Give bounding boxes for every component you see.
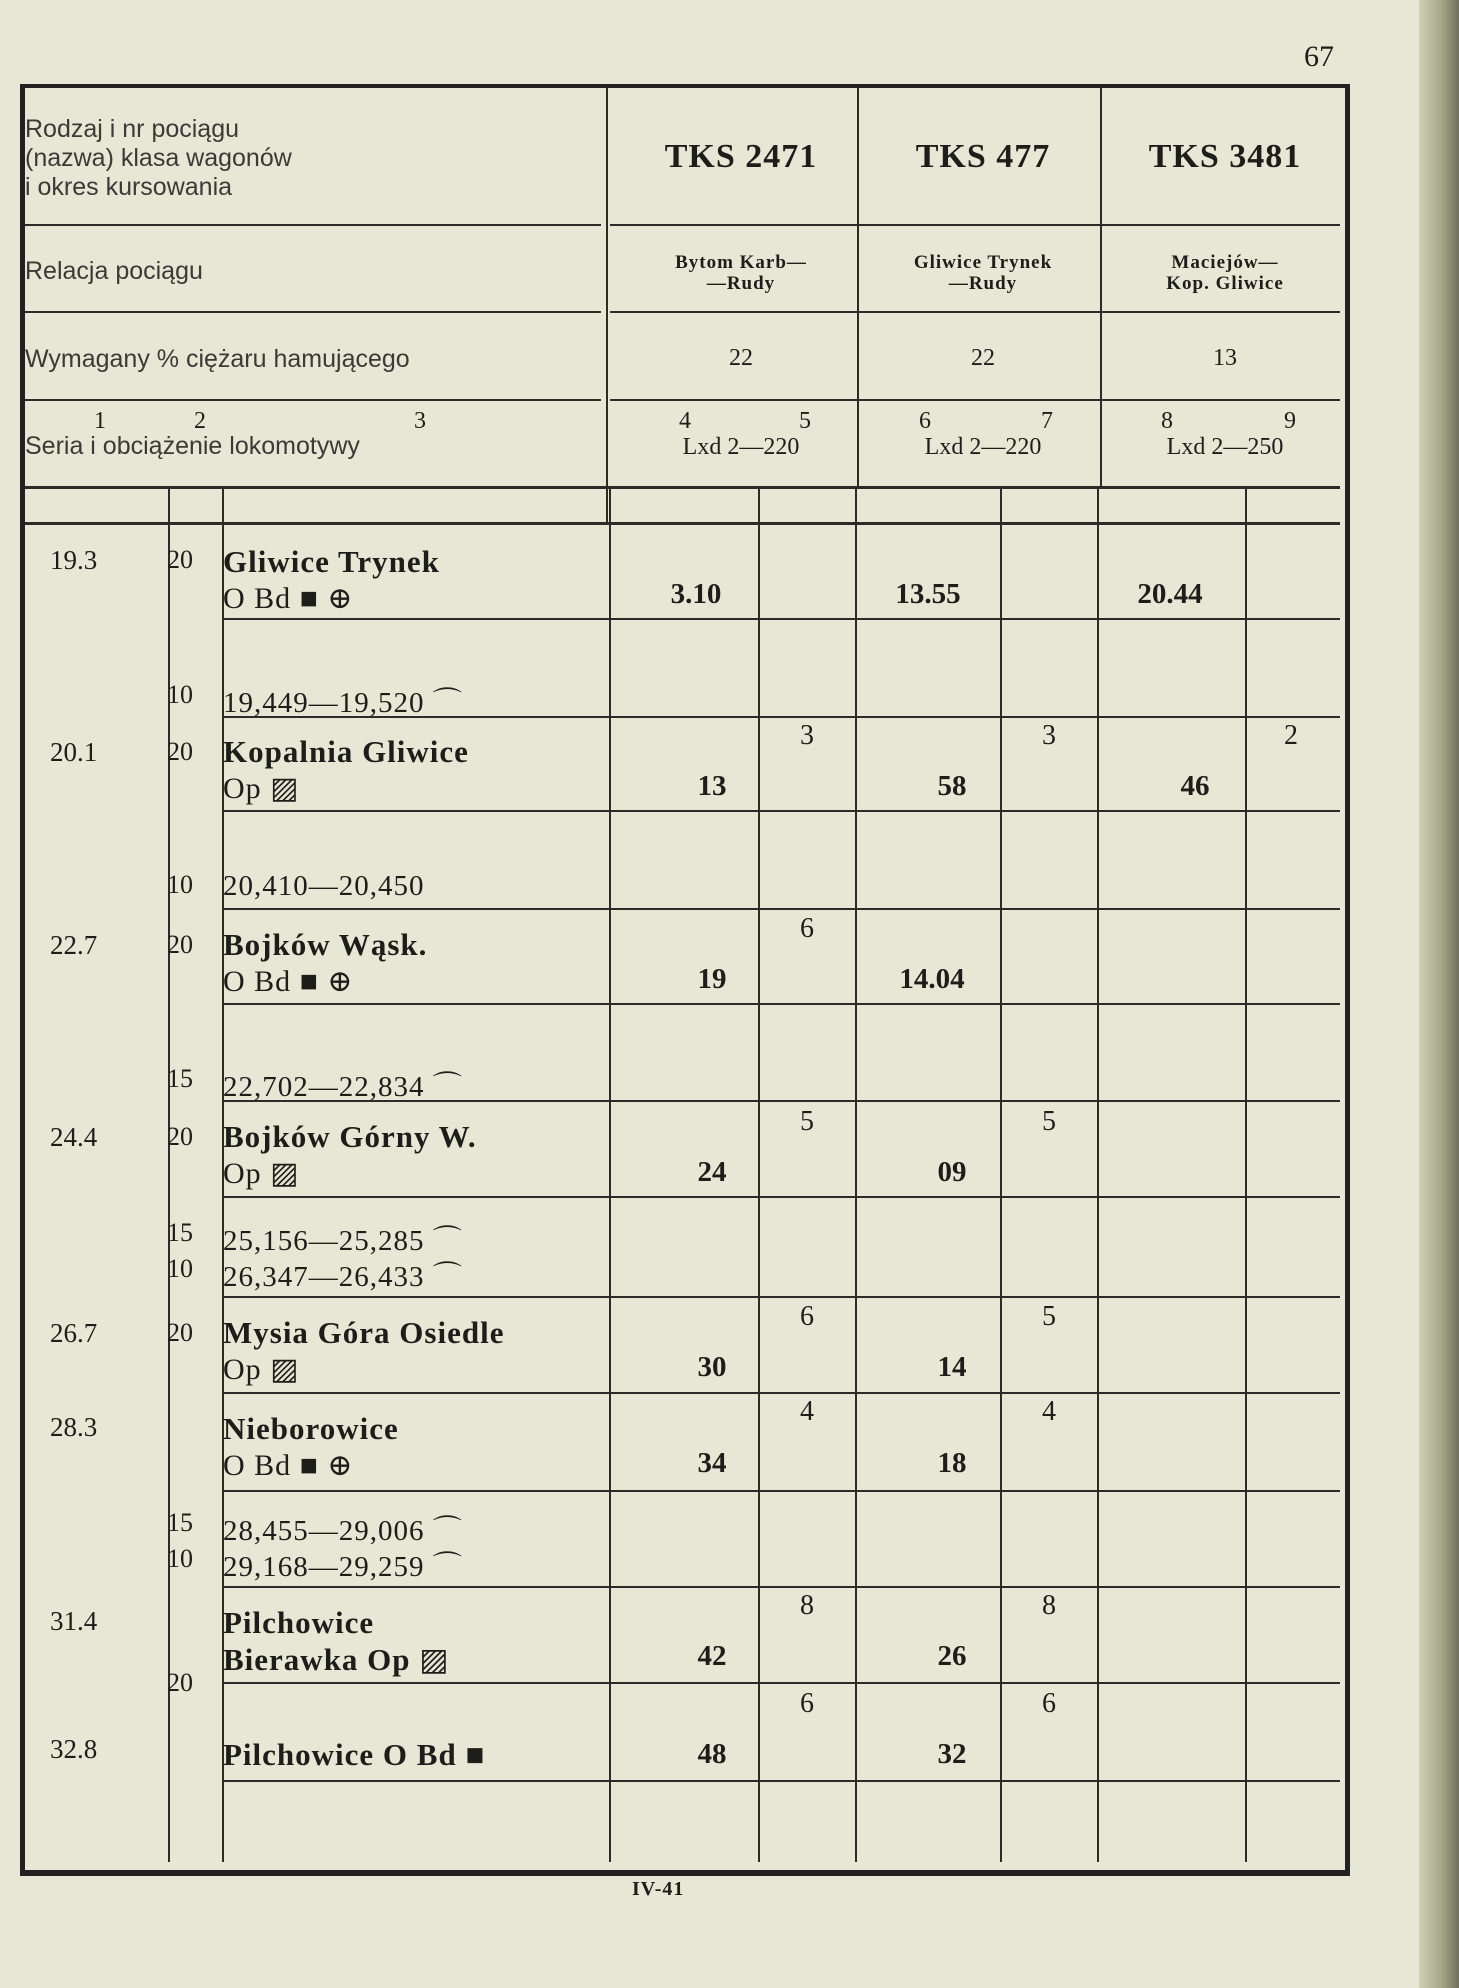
row-rule (224, 1296, 1340, 1298)
station-name (223, 543, 440, 617)
column-rule (857, 88, 859, 486)
station-line: Op ▨ (223, 1353, 300, 1386)
train-number: TKS 477 (915, 138, 1051, 175)
column-number: 4 (679, 408, 691, 434)
station-line: Nieborowice (223, 1411, 399, 1446)
row-rule (224, 1586, 1340, 1588)
station-name (223, 1604, 450, 1678)
kilometer: 31.4 (50, 1606, 98, 1636)
row-rule (224, 1392, 1340, 1394)
station-name (223, 733, 469, 807)
speed-limit: 20 (167, 545, 193, 574)
running-minutes: 6 (800, 1688, 814, 1719)
departure-time: 14.04 (899, 963, 965, 995)
departure-time: 24 (697, 1156, 727, 1188)
departure-time: 14 (937, 1351, 967, 1383)
column-rule (1100, 88, 1102, 486)
column-number: 9 (1284, 408, 1296, 434)
departure-time: 30 (697, 1351, 727, 1383)
header-rule (25, 399, 601, 401)
running-minutes: 3 (800, 720, 814, 751)
speed-limit: 10 (167, 1544, 193, 1573)
departure-time: 48 (697, 1738, 727, 1770)
departure-time: 13.55 (895, 578, 961, 610)
speed-limit: 15 (167, 1064, 193, 1093)
station-name (223, 1314, 504, 1388)
station-name (223, 1118, 477, 1192)
row-rule (224, 1490, 1340, 1492)
station-line: Pilchowice (223, 1605, 375, 1640)
column-number: 8 (1161, 408, 1173, 434)
speed-limit: 15 (167, 1218, 193, 1247)
station-line: O Bd ■ ⊕ (223, 965, 354, 998)
departure-time: 18 (937, 1447, 967, 1479)
relation-line: Kop. Gliwice (1166, 273, 1284, 294)
speed-limit: 10 (167, 680, 193, 709)
kilometer: 24.4 (50, 1122, 98, 1152)
train-relation (626, 252, 856, 294)
kilometer: 28.3 (50, 1412, 98, 1442)
header-rule (610, 311, 1340, 313)
row-rule (224, 1196, 1340, 1198)
running-minutes: 5 (800, 1106, 814, 1137)
station-line: Bierawka Op ▨ (223, 1642, 450, 1677)
column-number: 5 (799, 408, 811, 434)
kilometer: 26.7 (50, 1318, 98, 1348)
running-minutes: 8 (1042, 1590, 1056, 1621)
station-line: O Bd ■ ⊕ (223, 1449, 354, 1482)
column-rule (1097, 488, 1099, 1862)
column-rule (855, 488, 857, 1862)
running-minutes: 6 (800, 913, 814, 944)
restriction-segment: 26,347—26,433 ⌒ (223, 1261, 463, 1293)
relation-line: —Rudy (706, 273, 776, 294)
relation-line: —Rudy (948, 273, 1018, 294)
train-relation (1110, 252, 1340, 294)
running-minutes: 2 (1284, 720, 1298, 751)
row-rule (224, 618, 1340, 620)
relation-line: Maciejów— (1171, 252, 1279, 273)
station-line: Pilchowice O Bd ■ (223, 1737, 486, 1772)
departure-time: 3.10 (670, 578, 722, 610)
train-number: TKS 3481 (1148, 138, 1302, 175)
train-kind-label: Rodzaj i nr pociągu (nazwa) klasa wagonów i okres kursowania (25, 115, 292, 201)
column-number: 6 (919, 408, 931, 434)
column-rule (1245, 488, 1247, 1862)
row-rule (224, 810, 1340, 812)
speed-limit: 10 (167, 870, 193, 899)
station-line: Op ▨ (223, 772, 300, 805)
running-minutes: 8 (800, 1590, 814, 1621)
row-rule (224, 1780, 1340, 1782)
row-rule (224, 1682, 1340, 1684)
locomotive-label: Seria i obciążenie lokomotywy (25, 432, 360, 460)
speed-limit: 20 (167, 1122, 193, 1151)
departure-time: 19 (697, 963, 727, 995)
departure-time: 32 (937, 1738, 967, 1770)
header-rule (25, 224, 601, 226)
restriction-segment: 28,455—29,006 ⌒ (223, 1515, 463, 1547)
departure-time: 09 (937, 1156, 967, 1188)
running-minutes: 4 (800, 1396, 814, 1427)
restriction-segment: 22,702—22,834 ⌒ (223, 1071, 463, 1103)
speed-limit: 20 (167, 1318, 193, 1347)
brake-percent: 22 (971, 345, 995, 371)
departure-time: 26 (937, 1640, 967, 1672)
brake-percent: 22 (729, 345, 753, 371)
page-footer: IV-41 (632, 1878, 685, 1900)
restriction-segment: 20,410—20,450 (223, 870, 425, 902)
locomotive-load: Lxd 2—220 (682, 434, 800, 460)
row-rule (224, 1003, 1340, 1005)
relation-label: Relacja pociągu (25, 257, 203, 285)
station-line: O Bd ■ ⊕ (223, 582, 354, 615)
column-number: 2 (194, 408, 206, 434)
departure-time: 46 (1180, 770, 1210, 802)
speed-limit: 20 (167, 1668, 193, 1697)
running-minutes: 6 (1042, 1688, 1056, 1719)
speed-limit: 15 (167, 1508, 193, 1537)
station-name (223, 1736, 485, 1773)
running-minutes: 3 (1042, 720, 1056, 751)
train-number: TKS 2471 (664, 138, 818, 175)
locomotive-load: Lxd 2—250 (1166, 434, 1284, 460)
column-number: 7 (1041, 408, 1053, 434)
restriction-segment: 19,449—19,520 ⌒ (223, 687, 463, 719)
running-minutes: 5 (1042, 1301, 1056, 1332)
row-rule (224, 908, 1340, 910)
header-rule (610, 399, 1340, 401)
page-number: 67 (1304, 40, 1334, 73)
departure-time: 58 (937, 770, 967, 802)
column-rule (609, 488, 611, 1862)
header-rule (25, 311, 601, 313)
station-line: Gliwice Trynek (223, 544, 440, 579)
running-minutes: 4 (1042, 1396, 1056, 1427)
column-rule (606, 88, 608, 522)
brake-percent: 13 (1213, 345, 1237, 371)
departure-time: 42 (697, 1640, 727, 1672)
column-number: 3 (414, 408, 426, 434)
station-name (223, 1410, 399, 1484)
kilometer: 20.1 (50, 737, 98, 767)
departure-time: 34 (697, 1447, 727, 1479)
station-line: Kopalnia Gliwice (223, 734, 469, 769)
brake-weight-label: Wymagany % ciężaru hamującego (25, 345, 410, 373)
kilometer: 19.3 (50, 545, 98, 575)
departure-time: 20.44 (1137, 578, 1203, 610)
relation-line: Bytom Karb— (675, 252, 807, 273)
station-line: Bojków Górny W. (223, 1119, 477, 1154)
running-minutes: 6 (800, 1301, 814, 1332)
kilometer: 22.7 (50, 930, 98, 960)
departure-time: 13 (697, 770, 727, 802)
station-line: Bojków Wąsk. (223, 927, 428, 962)
running-minutes: 5 (1042, 1106, 1056, 1137)
restriction-segment: 29,168—29,259 ⌒ (223, 1551, 463, 1583)
book-binding (1419, 0, 1459, 1988)
header-rule (610, 224, 1340, 226)
train-relation (868, 252, 1098, 294)
station-name (223, 926, 427, 1000)
speed-limit: 20 (167, 737, 193, 766)
relation-line: Gliwice Trynek (913, 252, 1053, 273)
locomotive-load: Lxd 2—220 (924, 434, 1042, 460)
station-line: Mysia Góra Osiedle (223, 1315, 505, 1350)
kilometer: 32.8 (50, 1734, 98, 1764)
restriction-segment: 25,156—25,285 ⌒ (223, 1225, 463, 1257)
speed-limit: 20 (167, 930, 193, 959)
station-line: Op ▨ (223, 1157, 300, 1190)
speed-limit: 10 (167, 1254, 193, 1283)
column-number: 1 (94, 408, 106, 434)
